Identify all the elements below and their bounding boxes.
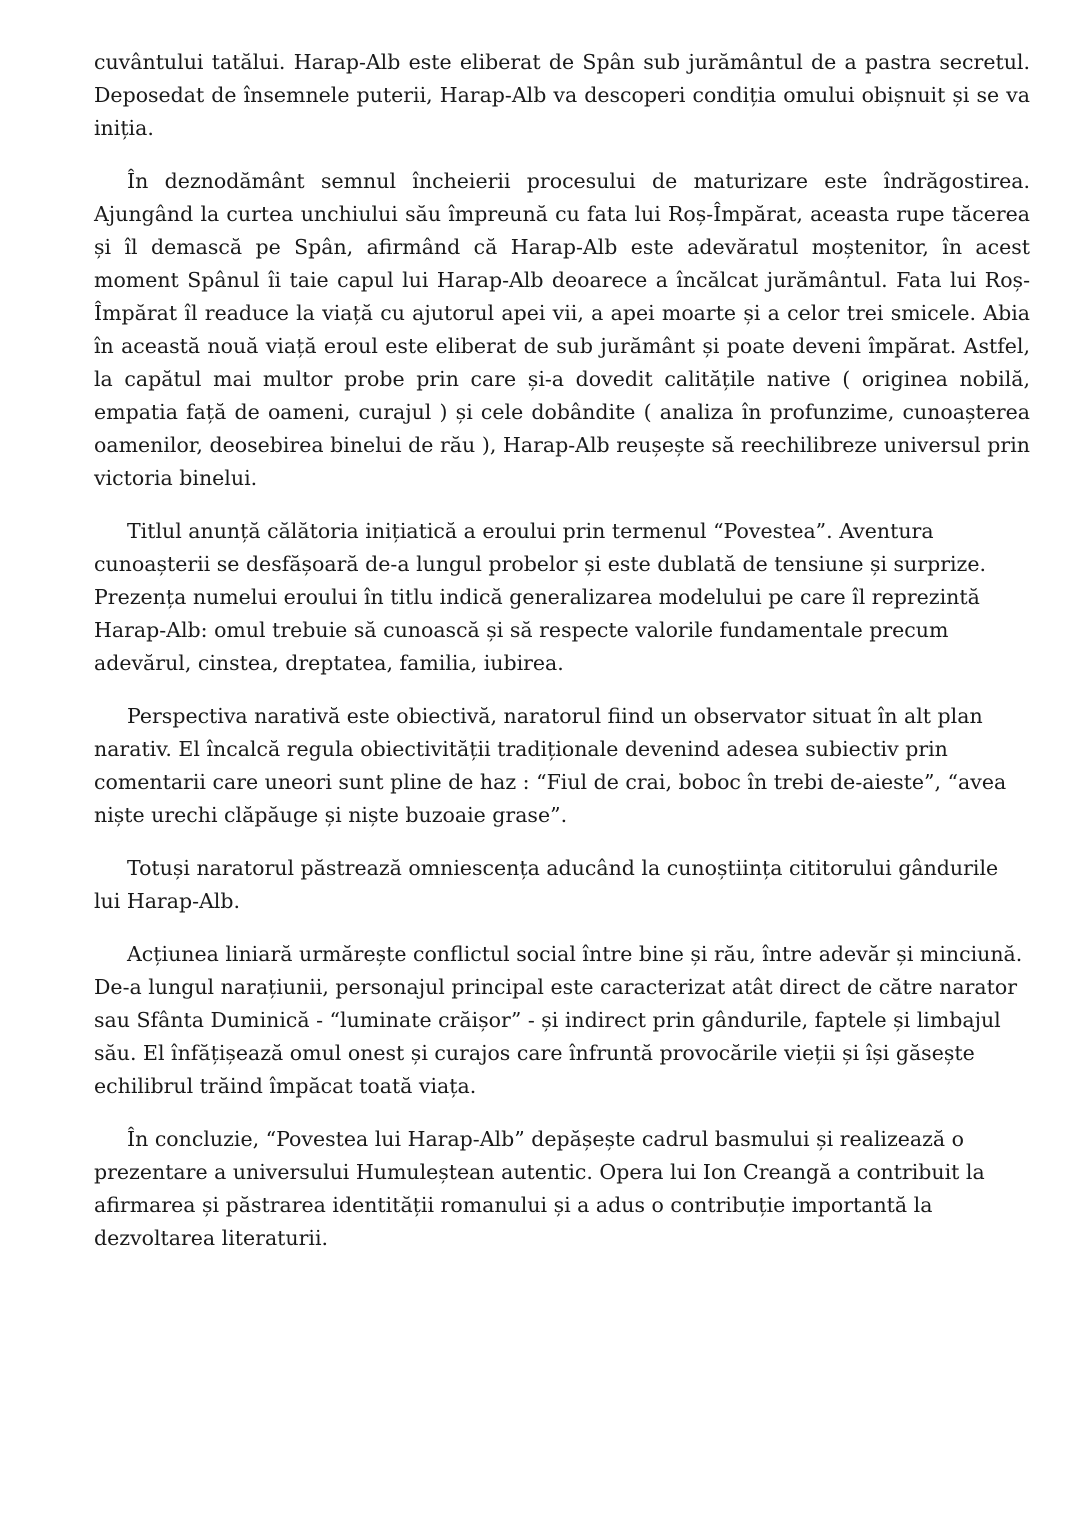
document-page	[94, 46, 1030, 1275]
paragraph-title: Titlul anunță călătoria inițiatică a eroului prin termenul “Povestea”. Aventura cunoașterii se desfășoară de-a lungul probelor și este dublată de tensiune și surprize. Prezența numelui eroului în titlu indică generalizarea modelului pe care îl reprezintă Harap-Alb: omul trebuie să cunoască și să respecte valorile fundamentale precum adevărul, cinstea, dreptatea, familia, iubirea.	[94, 519, 987, 675]
paragraph-continuation: cuvântului tatălui. Harap-Alb este eliberat de Spân sub jurământul de a pastra secretul. Deposedat de însemnele puterii, Harap-Alb va descoperi condiția omului obișnuit și se va iniția.	[94, 50, 1030, 140]
paragraph-perspective: Perspectiva narativă este obiectivă, naratorul fiind un observator situat în alt plan narativ. El încalcă regula obiectivității tradiționale devenind adesea subiectiv prin comentarii care uneori sunt pline de haz : “Fiul de crai, boboc în trebi de-aieste”, “avea niște urechi clăpăuge și niște buzoaie grase”.	[94, 704, 1007, 827]
paragraph-omniscience: Totuși naratorul păstrează omniescența aducând la cunoștiința cititorului gândurile lui Harap-Alb.	[94, 856, 999, 913]
paragraph-conclusion: În concluzie, “Povestea lui Harap-Alb” depășește cadrul basmului și realizează o prezentare a universului Humuleștean autentic. Opera lui Ion Creangă a contribuit la afirmarea și păstrarea identității romanului și a adus o contribuție importantă la dezvoltarea literaturii.	[94, 1127, 985, 1250]
paragraph-action: Acțiunea liniară urmărește conflictul social între bine și rău, între adevăr și minciună. De-a lungul narațiunii, personajul principal este caracterizat atât direct de către narator sau Sfânta Duminică - “luminate crăișor” - și indirect prin gândurile, faptele și limbajul său. El înfățișează omul onest și curajos care înfruntă provocările vieții și își găsește echilibrul trăind împăcat toată viața.	[94, 942, 1023, 1098]
paragraph-denouement: În deznodământ semnul încheierii procesului de maturizare este îndrăgostirea. Ajungând la curtea unchiului său împreună cu fata lui Roș-Împărat, aceasta rupe tăcerea și îl demască pe Spân, afirmând că Harap-Alb este adevăratul moștenitor, în acest moment Spânul îi taie capul lui Harap-Alb deoarece a încălcat jurământul. Fata lui Roș-Împărat îl readuce la viață cu ajutorul apei vii, a apei moarte și a celor trei smicele. Abia în această nouă viață eroul este eliberat de sub jurământ și poate deveni împărat. Astfel, la capătul mai multor probe prin care și-a dovedit calitățile native ( originea nobilă, empatia față de oameni, curajul ) și cele dobândite ( analiza în profunzime, cunoașterea oamenilor, deosebirea binelui de rău ), Harap-Alb reușește să reechilibreze universul prin victoria binelui.	[94, 169, 1030, 490]
